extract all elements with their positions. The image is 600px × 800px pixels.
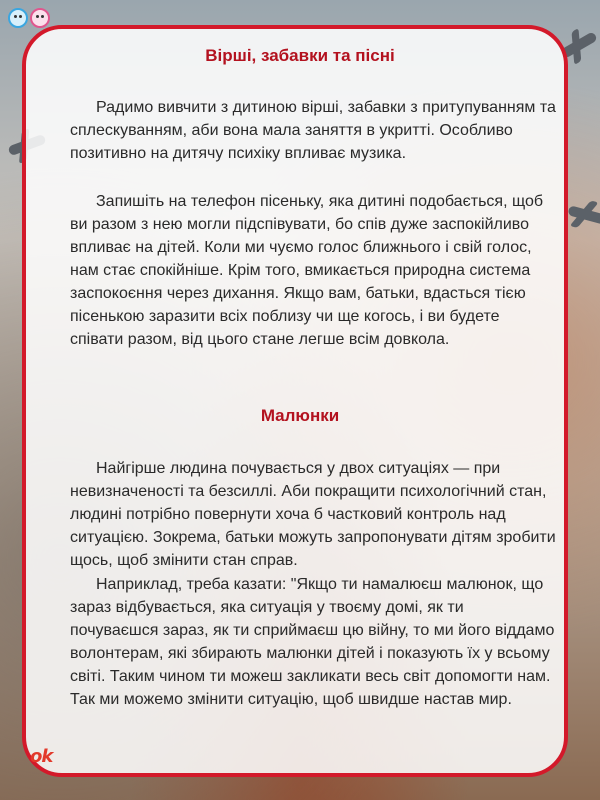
section-heading-songs: Вірші, забавки та пісні [205, 46, 395, 65]
paragraph-songs-record: Запишіть на телефон пісеньку, яка дитині подобається, щоб ви разом з нею могли підспівувати, бо спів дуже заспокійливо впливає на дітей. Коли ми чуємо голос ближнього і свій голос, нам стає спокійніше. Крім того, вмикається природна система заспокоєння через дихання. Якщо вам, батьки, вдасться тією пісенькою заразити всіх поблизу чи ще когось, і ви будете співати разом, від цього стане легше всім довкола. [70, 193, 543, 348]
paragraph-drawings-intro: Найгірше людина почувається у двох ситуаціях — при невизначеності та безсиллі. Аби покращити психологічний стан, людині потрібно повернути хоча б частковий контроль над ситуацією. Зокрема, батьки можуть запропонувати дітям зробити щось, щоб змінити стан справ. [70, 460, 556, 569]
girl-face-icon [30, 8, 50, 28]
boy-face-icon [8, 8, 28, 28]
paragraph-drawings-example: Наприклад, треба казати: "Якщо ти намалюєш малюнок, що зараз відбувається, яка ситуація у твоєму домі, як ти почуваєшся зараз, як ти сприймаєш цю війну, то ми його віддамо волонтерам, які збирають малюнки дітей і показують їх у всьому світі. Таким чином ти можеш закликати весь світ допомогти нам. Так ми можемо змінити ситуацію, щоб швидше настав мир. [70, 576, 555, 708]
section-heading-drawings: Малюнки [260, 406, 340, 425]
kids-faces-logo [8, 8, 50, 28]
paragraph-songs-intro: Радимо вивчити з дитиною вірші, забавки з притупуванням та сплескуванням, аби вона мала заняття в укритті. Особливо позитивно на дитячу психіку впливає музика. [70, 99, 556, 162]
ok-logo: ok [30, 746, 53, 767]
plane-silhouette-icon [567, 205, 600, 224]
